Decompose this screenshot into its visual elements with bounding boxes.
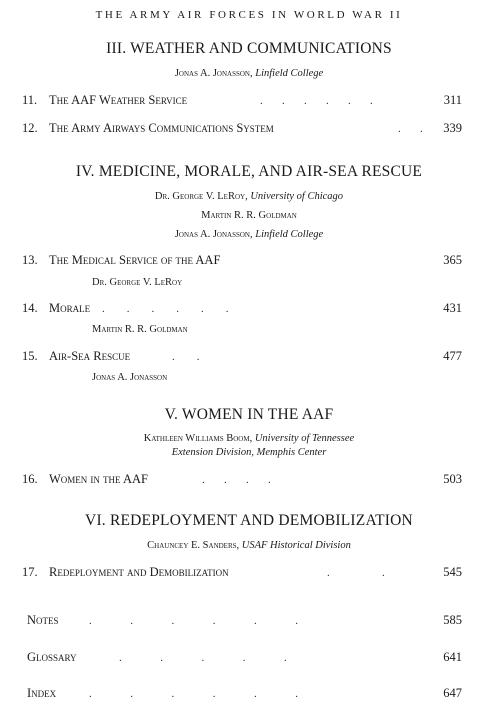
- page-number: 311: [443, 93, 462, 107]
- toc-entry[interactable]: [27, 613, 462, 631]
- chapter-number: 17.: [22, 565, 38, 579]
- chapter-number: 13.: [22, 253, 38, 267]
- chapter-title: The AAF Weather Service: [49, 93, 188, 107]
- chapter-title: Morale: [49, 301, 91, 315]
- part-heading: VI. REDEPLOYMENT AND DEMOBILIZATION: [85, 512, 413, 529]
- leader-dots: . . . . . .: [89, 688, 298, 700]
- part-author: Chauncey E. Sanders, USAF Historical Division: [147, 540, 351, 551]
- page-number: 431: [443, 301, 462, 315]
- author-name: Chauncey E. Sanders: [147, 540, 237, 551]
- author-name: Dr. George V. LeRoy: [154, 191, 246, 202]
- part-author: [0, 210, 498, 221]
- author-name: Kathleen Williams Boom: [143, 433, 250, 444]
- chapter-number: 16.: [22, 472, 38, 486]
- part-author: Jonas A. Jonasson, Linfield College: [174, 229, 324, 240]
- page-number: 585: [443, 613, 462, 627]
- chapter-number: 15.: [22, 349, 38, 363]
- page-number: 365: [443, 253, 462, 267]
- part-author: Dr. George V. LeRoy, University of Chicago: [154, 191, 344, 202]
- leader-dots: . . . . .: [119, 652, 287, 664]
- toc-entry[interactable]: [22, 472, 462, 490]
- running-head: THE ARMY AIR FORCES IN WORLD WAR II: [95, 9, 403, 21]
- back-matter-title: Notes: [27, 613, 59, 627]
- chapter-title: Women in the AAF: [49, 472, 148, 486]
- toc-entry[interactable]: [22, 121, 462, 139]
- toc-entry[interactable]: [22, 349, 462, 367]
- chapter-author: Dr. George V. LeRoy: [92, 277, 183, 288]
- part-author: Kathleen Williams Boom, University of Tennessee: [143, 433, 355, 444]
- author-name: Jonas A. Jonasson: [174, 68, 250, 79]
- page-number: 503: [443, 472, 462, 486]
- toc-entry[interactable]: [22, 565, 462, 583]
- chapter-number: 12.: [22, 121, 38, 135]
- leader-dots: . . . . . .: [102, 303, 229, 315]
- author-affiliation: University of Chicago: [250, 191, 344, 202]
- chapter-title: The Army Airways Communications System: [49, 121, 274, 135]
- page-number: 477: [443, 349, 462, 363]
- leader-dots: . . . .: [202, 474, 271, 486]
- page-number: 641: [443, 650, 462, 664]
- toc-entry[interactable]: [22, 301, 462, 319]
- chapter-author: Jonas A. Jonasson: [92, 372, 168, 383]
- chapter-title: Redeployment and Demobilization: [49, 565, 229, 579]
- author-affiliation: Extension Division, Memphis Center: [171, 447, 327, 458]
- leader-dots: . . . . . .: [89, 615, 298, 627]
- chapter-number: 11.: [22, 93, 38, 107]
- author-affiliation: USAF Historical Division: [241, 540, 351, 551]
- author-affiliation: Linfield College: [255, 68, 324, 79]
- page-number: 339: [443, 121, 462, 135]
- part-author: [0, 447, 498, 458]
- page-number: 647: [443, 686, 462, 700]
- chapter-author: Martin R. R. Goldman: [92, 324, 188, 335]
- chapter-title: The Medical Service of the AAF: [49, 253, 221, 267]
- chapter-number: 14.: [22, 301, 38, 315]
- part-heading: V. WOMEN IN THE AAF: [164, 406, 334, 423]
- author-name: Martin R. R. Goldman: [201, 210, 297, 221]
- author-affiliation: University of Tennessee: [254, 433, 355, 444]
- author-name: Jonas A. Jonasson: [174, 229, 250, 240]
- leader-dots: . .: [327, 567, 385, 579]
- chapter-title: Air-Sea Rescue: [49, 349, 131, 363]
- toc-entry[interactable]: [22, 253, 462, 271]
- back-matter-title: Glossary: [27, 650, 77, 664]
- back-matter-title: Index: [27, 686, 57, 700]
- leader-dots: . .: [172, 351, 200, 363]
- part-heading: III. WEATHER AND COMMUNICATIONS: [106, 40, 392, 57]
- toc-entry[interactable]: [27, 650, 462, 668]
- leader-dots: . . . . . .: [260, 95, 373, 107]
- part-author: Jonas A. Jonasson, Linfield College: [174, 68, 324, 79]
- part-heading: IV. MEDICINE, MORALE, AND AIR-SEA RESCUE: [75, 163, 423, 180]
- toc-entry[interactable]: [22, 93, 462, 111]
- toc-entry[interactable]: [27, 686, 462, 704]
- page-number: 545: [443, 565, 462, 579]
- leader-dots: . .: [398, 123, 423, 135]
- author-affiliation: Linfield College: [255, 229, 324, 240]
